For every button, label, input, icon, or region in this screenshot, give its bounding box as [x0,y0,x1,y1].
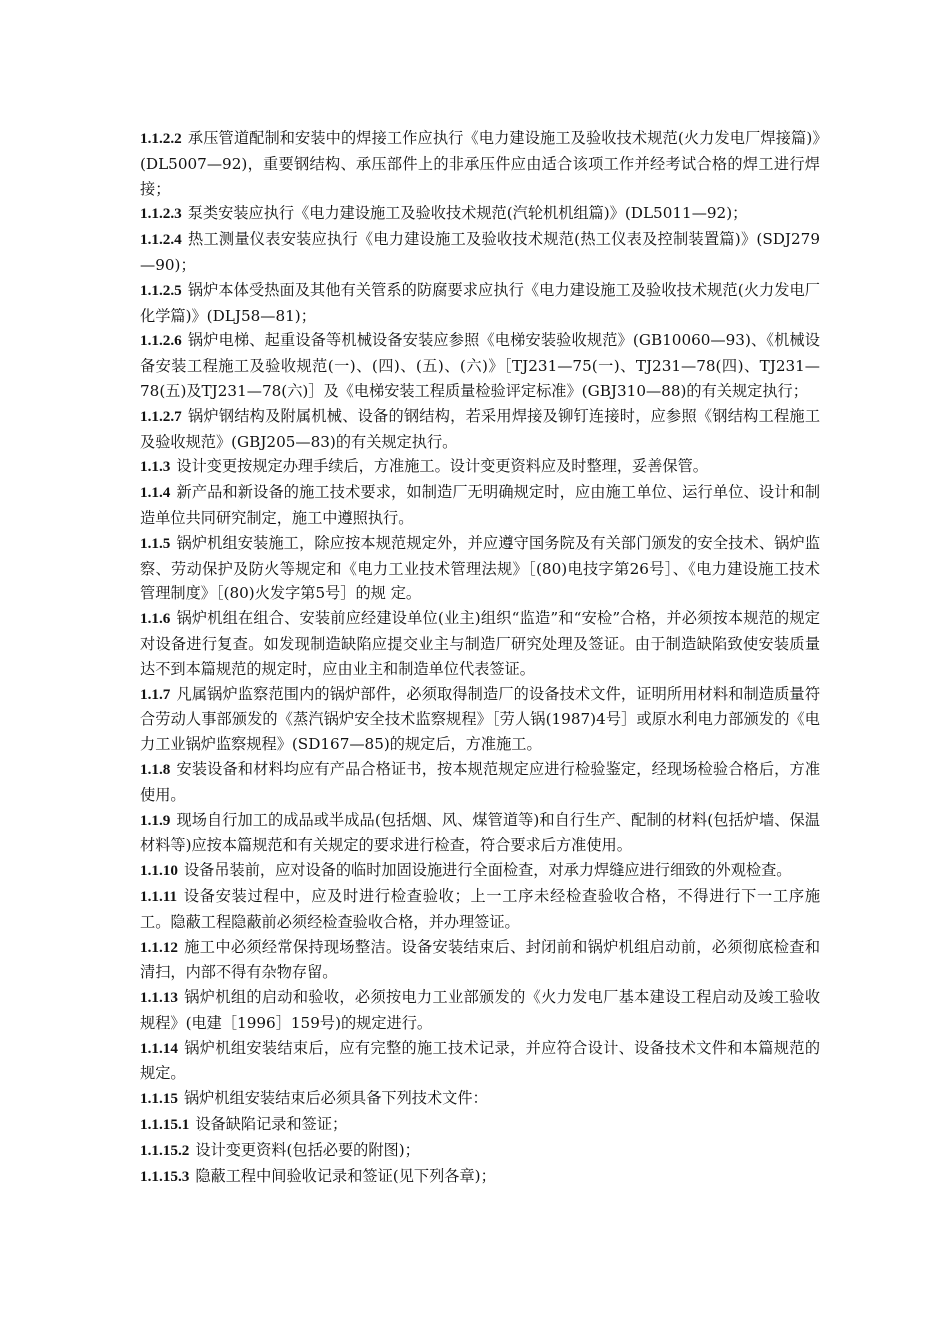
clause-number: 1.1.9 [140,811,171,829]
clause-number: 1.1.2.4 [140,231,182,249]
clause-text: 设备缺陷记录和签证； [195,1115,348,1134]
clause-text: 锅炉钢结构及附属机械、设备的钢结构，若采用焊接及铆钉连接时，应参照《钢结构工程施工及验收规范》(GBJ205—83)的有关规定执行。 [140,406,820,451]
clause-number: 1.1.11 [140,887,178,905]
clause-text: 锅炉本体受热面及其他有关管系的防腐要求应执行《电力建设施工及验收技术规范(火力发电厂化学篇)》(DLJ58—81)； [140,280,820,325]
clause-number: 1.1.15.3 [140,1167,190,1185]
clause-text: 设计变更资料(包括必要的附图)； [195,1140,420,1159]
clause-text: 隐蔽工程中间验收记录和签证(见下列各章)； [195,1166,496,1185]
clause-text: 施工中必须经常保持现场整洁。设备安装结束后、封闭前和锅炉机组启动前，必须彻底检查和清扫，内部不得有杂物存留。 [140,937,820,982]
document-page [140,126,820,1189]
clause-1-1-15-2 [140,1138,820,1164]
clause-number: 1.1.2.6 [140,332,182,350]
clause-1-1-11 [140,884,820,935]
clause-1-1-3 [140,454,820,480]
clause-text: 锅炉机组的启动和验收，必须按电力工业部颁发的《火力发电厂基本建设工程启动及竣工验收规程》(电建［1996］159号)的规定进行。 [140,988,820,1032]
clause-text: 热工测量仪表安装应执行《电力建设施工及验收技术规范(热工仪表及控制装置篇)》(SDJ279—90)； [140,230,820,274]
clause-text: 锅炉机组在组合、安装前应经建设单位(业主)组织“监造”和“安检”合格，并必须按本规范的规定对设备进行复查。如发现制造缺陷应提交业主与制造厂研究处理及签证。由于制造缺陷致使安装质量达不到本篇规范的规定时，应由业主和制造单位代表签证。 [140,609,820,678]
clause-number: 1.1.5 [140,534,171,552]
clause-1-1-4 [140,480,820,531]
clause-text: 承压管道配制和安装中的焊接工作应执行《电力建设施工及验收技术规范(火力发电厂焊接篇)》(DL5007—92)，重要钢结构、承压部件上的非承压件应由适合该项工作并经考试合格的焊工进行焊接； [140,129,820,198]
clause-number: 1.1.2.2 [140,130,182,147]
clause-1-1-6 [140,606,820,681]
clause-number: 1.1.15 [140,1090,178,1108]
clause-text: 新产品和新设备的施工技术要求，如制造厂无明确规定时，应由施工单位、运行单位、设计和制造单位共同研究制定，施工中遵照执行。 [140,483,820,527]
clause-text: 设备吊装前，应对设备的临时加固设施进行全面检查，对承力焊缝应进行细致的外观检查。 [183,861,792,880]
clause-text: 锅炉电梯、起重设备等机械设备安装应参照《电梯安装验收规范》(GB10060—93)、《机械设备安装工程施工及验收规范(一)、(四)、(五)、(六)》［TJ231—75(一)、TJ231—78(四)、TJ231—78(五)及TJ231—78(六)］及《电梯安装工程质量检验评定标准》(GBJ310—88)的有关规定执行； [140,331,820,400]
clause-1-1-15-3 [140,1164,820,1190]
clause-text: 设备安装过程中，应及时进行检查验收；上一工序未经检查验收合格，不得进行下一工序施工。隐蔽工程隐蔽前必须经检查验收合格，并办理签证。 [140,886,820,931]
clause-text: 锅炉机组安装结束后，应有完整的施工技术记录，并应符合设计、设备技术文件和本篇规范的规定。 [140,1038,820,1083]
clause-1-1-13 [140,985,820,1036]
clause-number: 1.1.15.2 [140,1141,190,1159]
clause-1-1-9 [140,808,820,859]
clause-number: 1.1.7 [140,685,171,703]
clause-number: 1.1.10 [140,862,178,880]
clause-1-1-2-2 [140,126,820,201]
clause-number: 1.1.2.7 [140,407,182,425]
clause-1-1-2-5 [140,278,820,329]
clause-1-1-2-3 [140,201,820,227]
clause-text: 设计变更按规定办理手续后，方准施工。设计变更资料应及时整理，妥善保管。 [176,457,708,476]
clause-number: 1.1.13 [140,989,178,1007]
clause-1-1-2-7 [140,404,820,455]
clause-1-1-15-1 [140,1112,820,1138]
clause-1-1-8 [140,757,820,808]
clause-number: 1.1.4 [140,484,171,502]
clause-number: 1.1.2.3 [140,205,182,223]
clause-1-1-12 [140,935,820,986]
clause-1-1-15 [140,1086,820,1112]
clause-text: 凡属锅炉监察范围内的锅炉部件，必须取得制造厂的设备技术文件，证明所用材料和制造质量符合劳动人事部颁发的《蒸汽锅炉安全技术监察规程》［劳人锅(1987)4号］或原水利电力部颁发的《电力工业锅炉监察规程》(SD167—85)的规定后，方准施工。 [140,684,820,754]
clause-text: 锅炉机组安装施工，除应按本规范规定外，并应遵守国务院及有关部门颁发的安全技术、锅炉监察、劳动保护及防火等规定和《电力工业技术管理法规》［(80)电技字第26号］、《电力建设施工技术管理制度》［(80)火发字第5号］的规 定。 [140,533,820,603]
clause-number: 1.1.15.1 [140,1116,190,1134]
clause-1-1-14 [140,1036,820,1087]
clause-number: 1.1.8 [140,760,171,778]
clause-1-1-2-6 [140,328,820,403]
clause-number: 1.1.12 [140,938,178,956]
clause-1-1-5 [140,531,820,606]
clause-1-1-10 [140,858,820,884]
clause-text: 锅炉机组安装结束后必须具备下列技术文件： [183,1089,488,1108]
clause-text: 现场自行加工的成品或半成品(包括烟、风、煤管道等)和自行生产、配制的材料(包括炉墙、保温材料等)应按本篇规范和有关规定的要求进行检查，符合要求后方准使用。 [140,810,820,855]
clause-text: 泵类安装应执行《电力建设施工及验收技术规范(汽轮机机组篇)》(DL5011—92)； [187,204,748,223]
clause-number: 1.1.2.5 [140,281,182,299]
clause-number: 1.1.6 [140,610,171,628]
clause-1-1-2-4 [140,227,820,278]
clause-number: 1.1.14 [140,1039,178,1057]
clause-text: 安装设备和材料均应有产品合格证书，按本规范规定应进行检验鉴定，经现场检验合格后，方准使用。 [140,759,820,804]
clause-number: 1.1.3 [140,458,171,476]
clause-1-1-7 [140,682,820,757]
